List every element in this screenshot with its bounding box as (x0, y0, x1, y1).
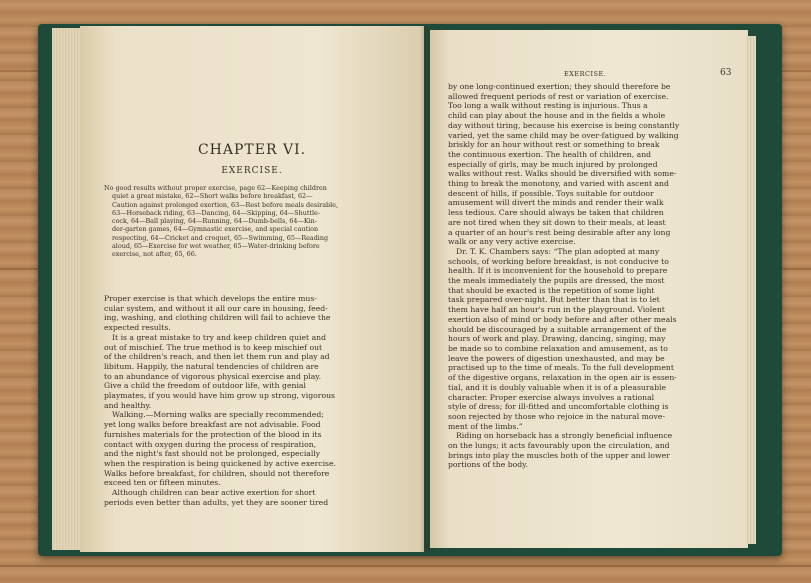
text-line: them have half an hour's run in the playground. Violent (448, 305, 665, 315)
text-line: hours of work and play. Drawing, dancing, singing, may (448, 334, 666, 344)
text-line: soon rejected by those who rejoice in the natural move- (448, 411, 666, 421)
text-line: day without tiring, because his exercise is being constantly (448, 120, 680, 130)
page-number: 63 (720, 68, 732, 78)
text-line: descent of hills, if possible. Toys suitable for outdoor (448, 188, 654, 198)
text-line: style of dress; for ill-fitted and uncomfortable clothing is (448, 402, 669, 412)
text-line: schools, of working before breakfast, is not conducive to (448, 256, 669, 266)
text-line: thing to break the monotony, and varied with ascent and (448, 179, 669, 189)
text-line: Too long a walk without resting is injurious. Thus a (448, 101, 648, 111)
summary-line: quiet a great mistake, 62—Short walks before breakfast, 62— (112, 192, 313, 201)
text-line: Proper exercise is that which develops the entire mus- (104, 294, 317, 303)
text-line: are not tired when they sit down to their meals, at least (448, 217, 666, 227)
page-edges-right (746, 36, 756, 544)
summary-line: Caution against prolonged exertion, 63—Rest before meals desirable, (112, 200, 338, 209)
text-line: briskly for an hour without rest or something to break (448, 140, 660, 150)
right-page (430, 30, 748, 548)
text-line: of the children's reach, and then let them run and play ad (104, 352, 330, 362)
page-edges-left (52, 28, 82, 550)
text-line: expected results. (104, 323, 171, 333)
text-line: practised up to the time of meals. To the full development (448, 363, 674, 373)
right-body-text (448, 82, 734, 470)
text-line: walk or any very active exercise. (448, 237, 576, 247)
summary-line: aloud, 65—Exercise for wet weather, 65—Water-drinking before (112, 242, 320, 251)
summary-line: der-garten games, 64—Gymnastic exercise, and special caution (112, 225, 319, 234)
text-line: Walking.—Morning walks are specially recommended; (112, 410, 324, 420)
text-line: on the lungs; it acts favourably upon the circulation, and (448, 441, 670, 451)
text-line: to an abundance of vigorous physical exercise and play. (104, 371, 322, 381)
wood-grain-line (0, 565, 811, 567)
summary-line: 63—Horseback riding, 63—Dancing, 64—Skipping, 64—Shuttle- (112, 208, 320, 217)
text-line: leave the powers of digestion unexhausted, and may be (448, 353, 665, 363)
text-line: brings into play the muscles both of the upper and lower (448, 450, 670, 460)
text-line: child can play about the house and in the fields a whole (448, 111, 666, 121)
text-line: Give a child the freedom of outdoor life, with genial (104, 381, 306, 391)
text-line: character. Proper exercise always involves a rational (448, 392, 655, 402)
text-line: allowed frequent periods of rest or variation of exercise. (448, 91, 669, 101)
text-line: contact with oxygen during the process of respiration, (104, 439, 317, 449)
text-line: that should be exacted is the repetition of some light (448, 285, 655, 295)
text-line: furnishes materials for the protection of the blood in its (104, 429, 322, 439)
text-line: amusement will divert the minds and render their walk (448, 198, 664, 208)
text-line: the continuous exertion. The health of children, and (448, 149, 652, 159)
text-line: It is a great mistake to try and keep children quiet and (112, 332, 327, 342)
text-line: a quarter of an hour's rest being desirable after any long (448, 227, 671, 237)
text-line: when the respiration is being quickened by active exercise. (104, 458, 336, 468)
summary-line: exercise, not after, 65, 66. (112, 250, 197, 259)
text-line: yet long walks before breakfast are not advisable. Food (104, 420, 321, 430)
text-line: less tedious. Care should always be taken that children (448, 208, 664, 218)
text-line: task prepared over-night. But better than that is to let (448, 295, 660, 305)
text-line: by one long-continued exertion; they should therefore be (448, 82, 671, 91)
text-line: tial, and it is doubly valuable when it is of a pleasurable (448, 382, 667, 392)
summary-line: respecting, 64—Cricket and croquet, 65—Swimming, 65—Reading (112, 233, 329, 242)
text-line: should be discouraged by a suitable arrangement of the (448, 324, 667, 334)
text-line: Walks before breakfast, for children, should not therefore (104, 468, 330, 478)
text-line: out of mischief. The true method is to keep mischief out (104, 342, 323, 352)
chapter-subtitle: EXERCISE. (221, 166, 283, 176)
text-line: varied, yet the same child may be over-fatigued by walking (448, 130, 679, 140)
text-line: especially of girls, may be much injured by prolonged (448, 159, 658, 169)
text-line: Riding on horseback has a strongly beneficial influence (456, 431, 673, 441)
text-line: libitum. Happily, the natural tendencies of children are (104, 361, 319, 371)
text-line: and the night's fast should not be prolonged, especially (104, 449, 321, 459)
text-line: ing, washing, and clothing children will fail to achieve the (104, 313, 331, 323)
left-body-text (104, 294, 408, 507)
text-line: walks without rest. Walks should be diversified with some- (448, 169, 677, 179)
text-line: and healthy. (104, 400, 152, 410)
chapter-heading: CHAPTER VI. (197, 142, 307, 158)
text-line: ment of the limbs.” (448, 421, 523, 431)
text-line: Although children can bear active exertion for short (112, 488, 316, 498)
text-line: Dr. T. K. Chambers says: “The plan adopted at many (456, 246, 660, 256)
text-line: the meals immediately the pupils are dressed, the most (448, 276, 665, 286)
text-line: health. If it is inconvenient for the household to prepare (448, 266, 668, 276)
text-line: portions of the body. (448, 460, 528, 470)
text-line: periods even better than adults, yet they are sooner tired (104, 497, 329, 507)
left-page (80, 26, 424, 552)
text-line: cular system, and without it all our care in housing, feed- (104, 303, 328, 313)
text-line: exceed ten or fifteen minutes. (104, 478, 221, 488)
text-line: be made so to combine relaxation and amusement, as to (448, 343, 668, 353)
text-line: playmates, if you would have him grow up strong, vigorous (104, 391, 335, 401)
text-line: exertion also of mind or body before and after other meals (448, 314, 677, 324)
summary-line: No good results without proper exercise, page 62—Keeping children (104, 184, 327, 192)
summary-line: cock, 64—Ball playing, 64—Running, 64—Dumb-bells, 64—Kin- (112, 217, 317, 226)
chapter-summary (104, 184, 404, 259)
running-head: EXERCISE. (564, 70, 607, 78)
text-line: of the digestive organs, relaxation in the open air is essen- (448, 373, 677, 383)
